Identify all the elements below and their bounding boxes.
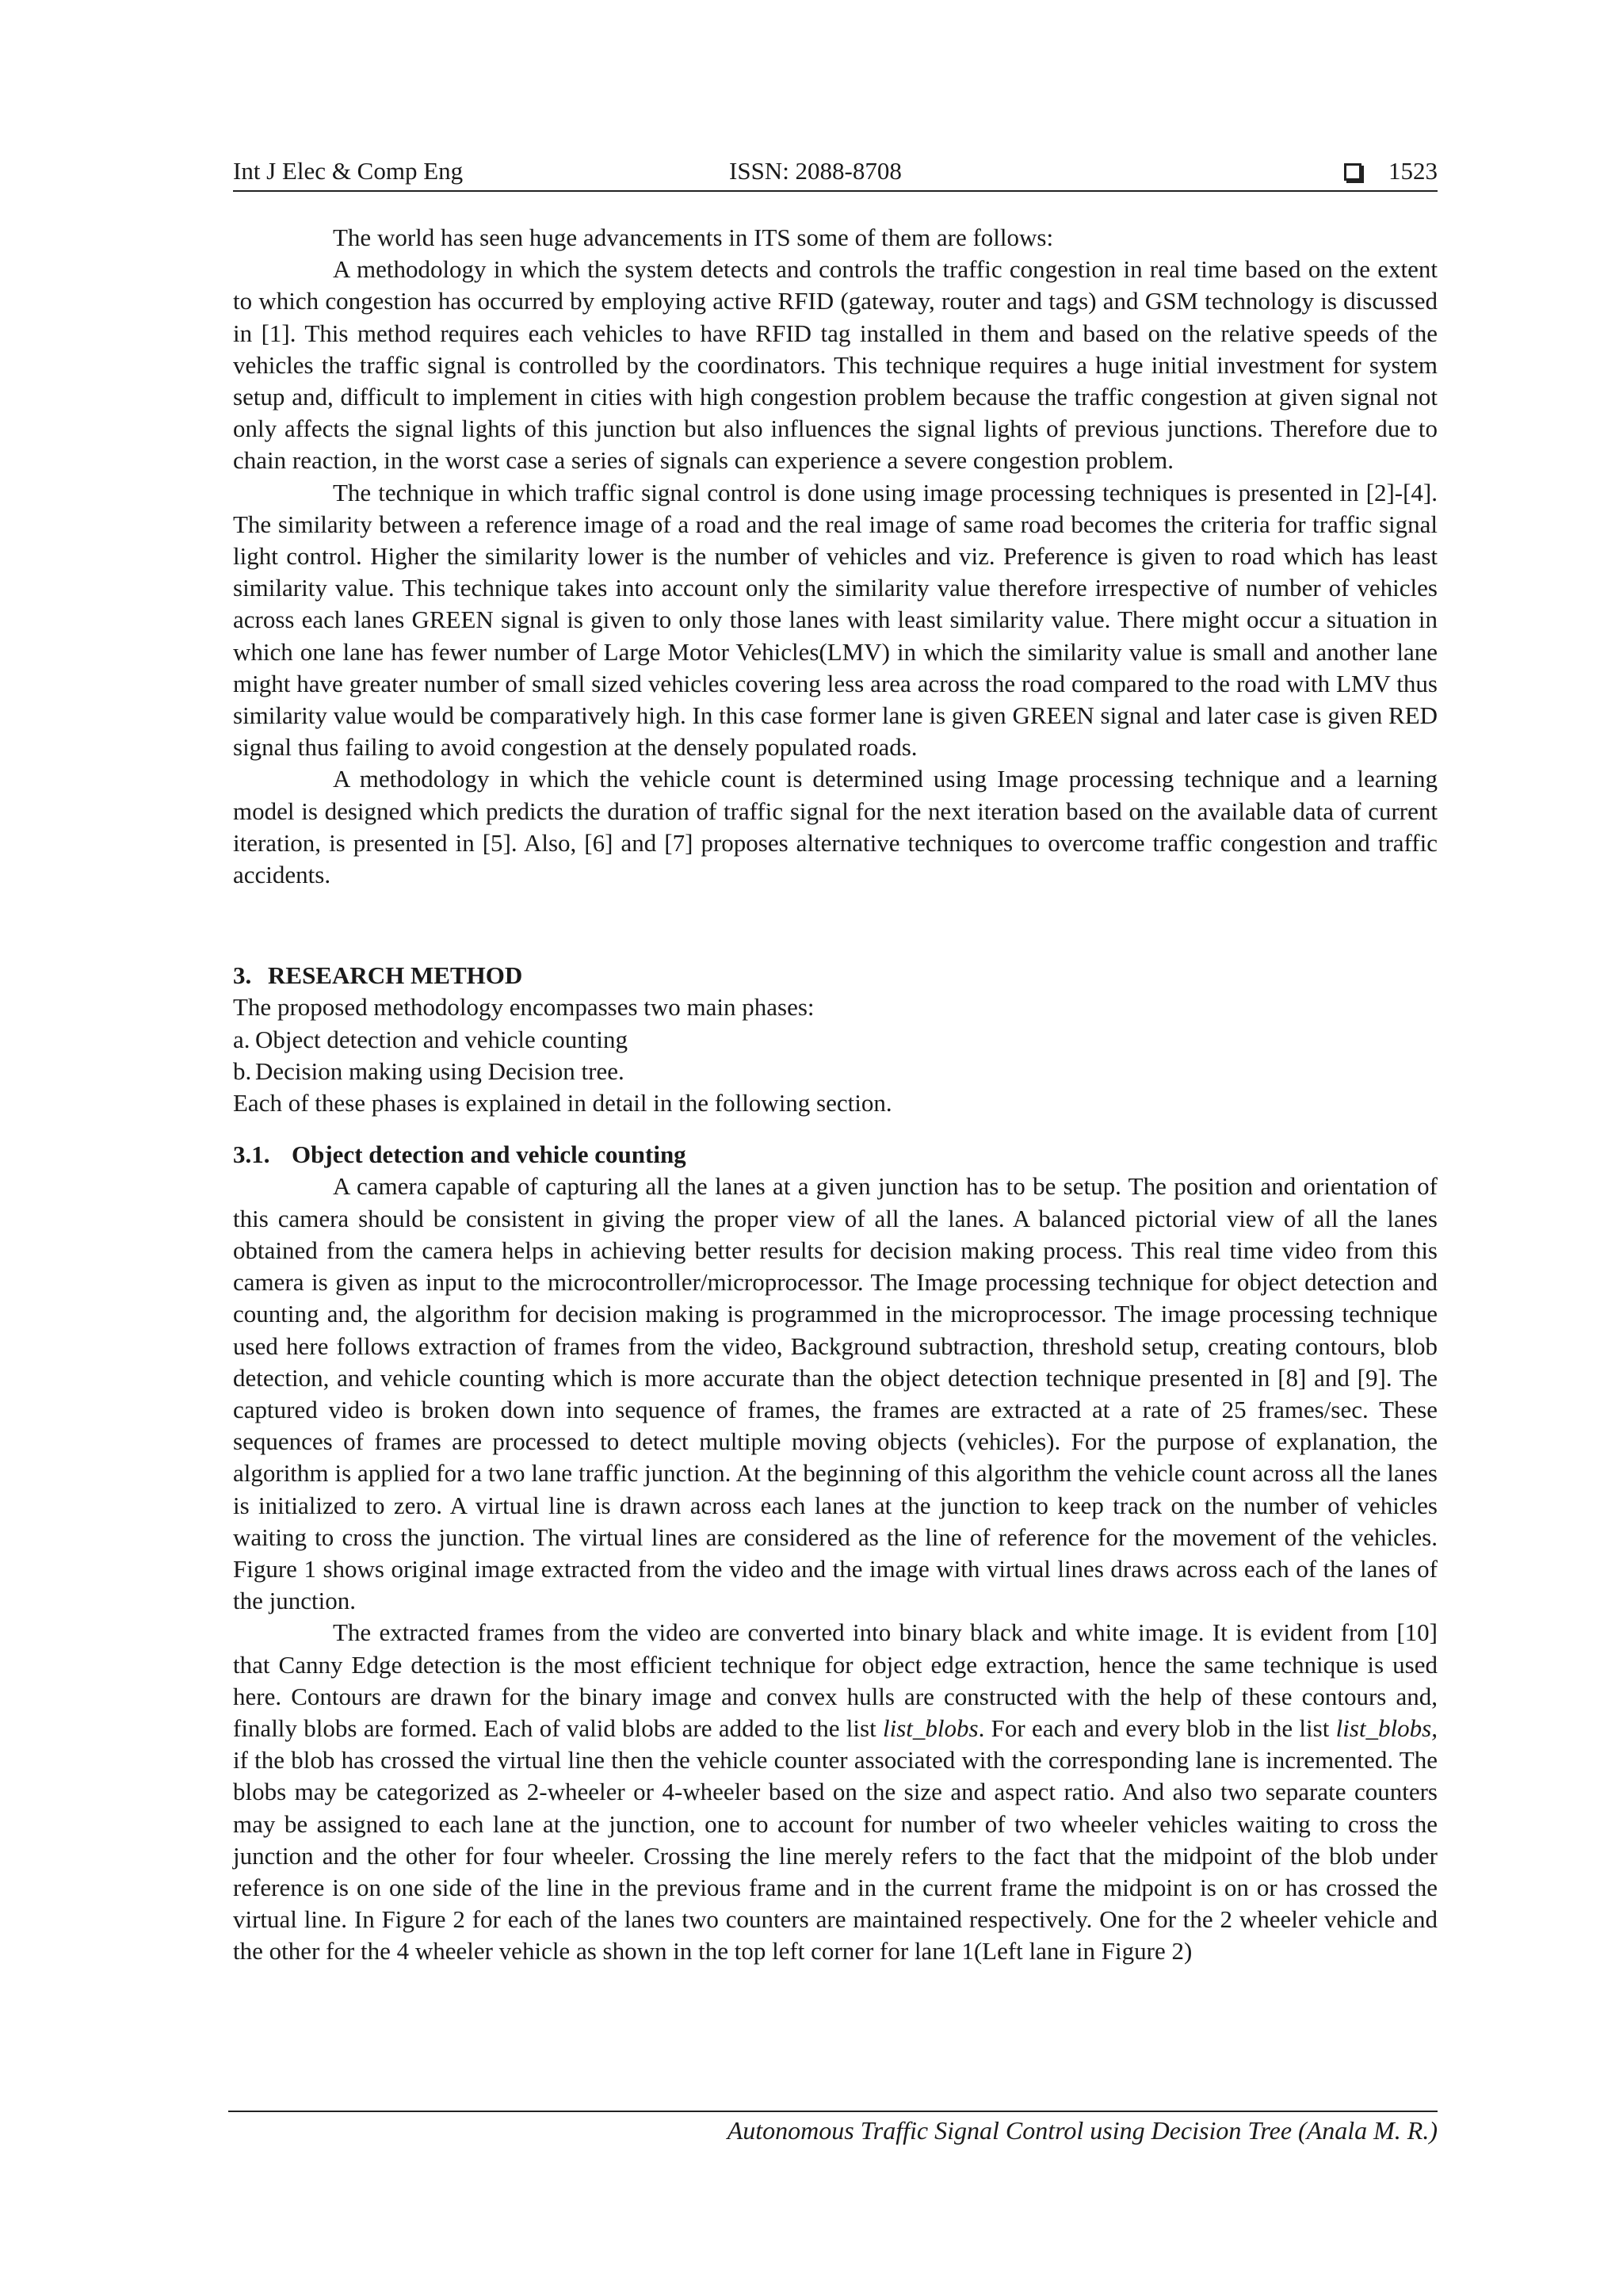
paragraph — [233, 1617, 1438, 1967]
subsection-number: 3.1. — [233, 1140, 270, 1169]
text-run: if the blob has crossed the virtual line then the vehicle counter associated with the corresponding lane is incremented. The blobs may be categorized as 2-wheeler or 4-wheeler based on the size and aspect ratio. And also two separate counters may be assigned to each lane at the junction, one to account for number of two wheeler vehicles waiting to cross the junction and the other for four wheeler. Crossing the line merely refers to the fact that the midpoint of the blob under reference is on one side of the line in the previous frame and in the current frame the midpoint is on or has crossed the virtual line. In Figure 2 for each of the lanes two counters are maintained respectively. One for the 2 wheeler vehicle and the other for the 4 wheeler vehicle as shown in the top left corner for lane 1(Left lane in Figure 2) — [233, 1746, 1438, 1966]
section-title: RESEARCH METHOD — [268, 961, 523, 990]
footer-rule — [228, 2111, 1438, 2112]
subsection-heading — [233, 1139, 1438, 1171]
code-term: list_blobs — [883, 1713, 979, 1742]
section-number: 3. — [233, 961, 252, 990]
paragraph: The technique in which traffic signal control is done using image processing techniques is presented in [2]-[4]. The similarity between a reference image of a road and the real image of same road becomes the criteria for traffic signal light control. Higher the similarity lower is the number of vehicles and viz. Preference is given to road which has least similarity value. This technique takes into account only the similarity value therefore irrespective of number of vehicles across each lanes GREEN signal is given to only those lanes with least similarity value. There might occur a situation in which one lane has fewer number of Large Motor Vehicles(LMV) in which the similarity value is small and another lane might have greater number of small sized vehicles covering less area across the road compared to the road with LMV thus similarity value would be comparatively high. In this case former lane is given GREEN signal and later case is given RED signal thus failing to avoid congestion at the densely populated roads. — [233, 478, 1438, 762]
text-run: . For each and every blob in the list — [978, 1713, 1336, 1742]
paragraph: The world has seen huge advancements in ITS some of them are follows: — [333, 223, 1054, 251]
list-item — [233, 1024, 1438, 1056]
paragraph: A methodology in which the vehicle count is determined using Image processing technique and a learning model is designed which predicts the duration of traffic signal for the next iteration based on the available data of current iteration, is presented in [5]. Also, [6] and [7] proposes alternative techniques to overcome traffic congestion and traffic accidents. — [233, 765, 1438, 889]
paragraph: The proposed methodology encompasses two main phases: — [233, 993, 815, 1022]
section-heading — [233, 960, 1438, 991]
paragraph: A camera capable of capturing all the lanes at a given junction has to be setup. The position and orientation of this camera should be consistent in giving the proper view of all the lanes. A balanced pictorial view of all the lanes obtained from the camera helps in achieving better results for decision making process. This real time video from this camera is given as input to the microcontroller/microprocessor. The Image processing technique for object detection and counting and, the algorithm for decision making is programmed in the microprocessor. The image processing technique used here follows extraction of frames from the video, Background subtraction, threshold setup, creating contours, blob detection, and vehicle counting which is more accurate than the object detection technique presented in [8] and [9]. The captured video is broken down into sequence of frames, the frames are extracted at a rate of 25 frames/sec. These sequences of frames are processed to detect multiple moving objects (vehicles). For the purpose of explanation, the algorithm is applied for a two lane traffic junction. At the beginning of this algorithm the vehicle count across all the lanes is initialized to zero. A virtual line is drawn across each lanes at the junction to keep track on the number of vehicles waiting to cross the junction. The virtual lines are considered as the line of reference for the movement of the vehicles. Figure 1 shows original image extracted from the video and the image with virtual lines draws across each of the lanes of the junction. — [233, 1172, 1438, 1615]
page-number: 1523 — [1388, 157, 1438, 185]
list-marker: a. — [233, 1025, 250, 1053]
text-run: The extracted frames from the video are converted into binary black and white image. It is evident from [10] that Canny Edge detection is the most efficient technique for object edge extraction, hence the same technique is used here. Contours are drawn for the binary image and convex hulls are constructed with the help of these contours and, finally blobs are formed. Each of valid blobs are added to the list — [233, 1618, 1438, 1742]
body-text — [233, 222, 1438, 1968]
running-header — [233, 155, 1438, 192]
running-footer: Autonomous Traffic Signal Control using Decision Tree (Anala M. R.) — [727, 2116, 1438, 2145]
list-marker: b. — [233, 1056, 252, 1085]
square-bullet-icon — [1344, 163, 1361, 181]
journal-name: Int J Elec & Comp Eng — [233, 157, 464, 185]
code-term: list_blobs, — [1335, 1713, 1438, 1742]
paragraph: A methodology in which the system detects and controls the traffic congestion in real time based on the extent to which congestion has occurred by employing active RFID (gateway, router and tags) and GSM technology is discussed in [1]. This method requires each vehicles to have RFID tag installed in them and based on the relative speeds of the vehicles the traffic signal is controlled by the coordinators. This technique requires a huge initial investment for system setup and, difficult to implement in cities with high congestion problem because the traffic congestion at given signal not only affects the signal lights of this junction but also influences the signal lights of previous junctions. Therefore due to chain reaction, in the worst case a series of signals can experience a severe congestion problem. — [233, 255, 1438, 475]
list-item-text: Object detection and vehicle counting — [255, 1025, 628, 1053]
page-number-group — [1344, 155, 1438, 187]
paragraph: Each of these phases is explained in detail in the following section. — [233, 1089, 892, 1117]
list-item-text: Decision making using Decision tree. — [255, 1056, 624, 1085]
subsection-title: Object detection and vehicle counting — [292, 1140, 686, 1169]
list-item — [233, 1056, 1438, 1087]
phase-list — [233, 1024, 1438, 1087]
issn: ISSN: 2088-8708 — [729, 157, 902, 185]
